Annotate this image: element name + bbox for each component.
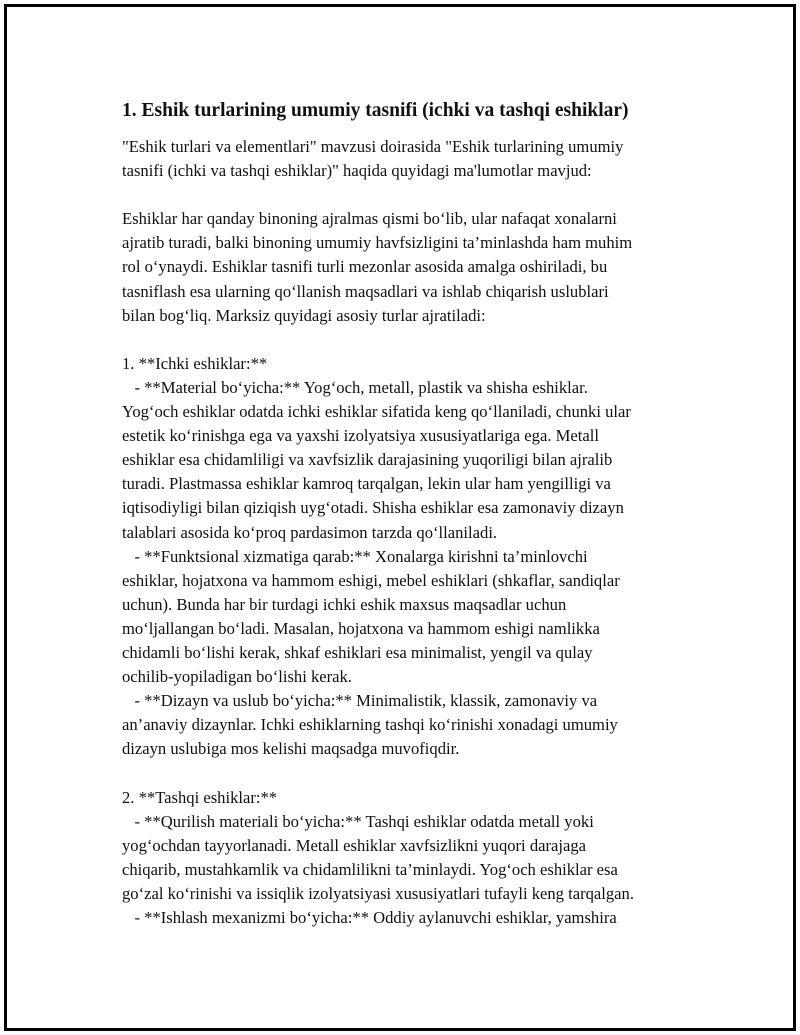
text-line: tasnifi (ichki va tashqi eshiklar)" haqida quyidagi ma'lumotlar mavjud: (122, 161, 592, 181)
text-line: yog‘ochdan tayyorlanadi. Metall eshiklar xavfsizlikni yuqori darajaga (122, 835, 587, 855)
text-line: chiqarib, mustahkamlik va chidamlilikni ta’minlaydi. Yog‘och eshiklar esa (122, 859, 618, 879)
document-title: 1. Eshik turlarining umumiy tasnifi (ichki va tashqi eshiklar) (122, 100, 629, 121)
text-line: 2. **Tashqi eshiklar:** (122, 787, 278, 807)
text-line: - **Qurilish materiali bo‘yicha:** Tashqi eshiklar odatda metall yoki (122, 811, 594, 831)
text-line: rol o‘ynaydi. Eshiklar tasnifi turli mezonlar asosida amalga oshiriladi, bu (122, 257, 608, 277)
blank-line (122, 183, 692, 207)
text-line: "Eshik turlari va elementlari" mavzusi doirasida "Eshik turlarining umumiy (122, 137, 624, 156)
text-line: Eshiklar har qanday binoning ajralmas qismi bo‘lib, ular nafaqat xonalarni (122, 209, 617, 229)
text-line: go‘zal ko‘rinishi va issiqlik izolyatsiyasi xususiyatlari tufayli keng tarqalgan. (122, 883, 634, 903)
text-line: turadi. Plastmassa eshiklar kamroq tarqalgan, lekin ular ham yengilligi va (122, 474, 611, 494)
text-line: - **Material bo‘yicha:** Yog‘och, metall, plastik va shisha eshiklar. (122, 377, 588, 397)
text-line: an’anaviy dizaynlar. Ichki eshiklarning tashqi ko‘rinishi xonadagi umumiy (122, 715, 618, 735)
text-line: eshiklar esa chidamliligi va xavfsizlik darajasining yuqoriligi bilan ajralib (122, 450, 613, 470)
blank-line (122, 761, 692, 785)
text-line: tasniflash esa ularning qo‘llanish maqsadlari va ishlab chiqarish uslublari (122, 281, 609, 301)
text-line: - **Funktsional xizmatiga qarab:** Xonalarga kirishni ta’minlovchi (122, 546, 588, 566)
text-line: chidamli bo‘lishi kerak, shkaf eshiklari esa minimalist, yengil va qulay (122, 642, 593, 662)
text-line: ajratib turadi, balki binoning umumiy havfsizligini ta’minlashda ham muhim (122, 233, 633, 253)
text-line: Yog‘och eshiklar odatda ichki eshiklar sifatida keng qo‘llaniladi, chunki ular (122, 402, 631, 422)
text-line: - **Dizayn va uslub bo‘yicha:** Minimalistik, klassik, zamonaviy va (122, 691, 598, 711)
text-line: mo‘ljallangan bo‘ladi. Masalan, hojatxona va hammom eshigi namlikka (122, 618, 600, 638)
text-line: dizayn uslubiga mos kelishi maqsadga muvofiqdir. (122, 739, 460, 759)
text-line: - **Ishlash mexanizmi bo‘yicha:** Oddiy aylanuvchi eshiklar, yamshira (122, 908, 617, 927)
text-line: uchun). Bunda har bir turdagi ichki eshik maxsus maqsadlar uchun (122, 594, 567, 614)
text-line: iqtisodiyligi bilan qiziqish uyg‘otadi. Shisha eshiklar esa zamonaviy dizayn (122, 498, 624, 518)
document-page (4, 4, 796, 1031)
text-line: talablari asosida ko‘proq pardasimon tarzda qo‘llaniladi. (122, 522, 498, 542)
paragraph-lines (122, 135, 692, 930)
document-body (122, 98, 692, 930)
text-line: estetik ko‘rinishga ega va yaxshi izolyatsiya xususiyatlariga ega. Metall (122, 426, 599, 446)
text-line: bilan bog‘liq. Marksiz quyidagi asosiy turlar ajratiladi: (122, 305, 486, 325)
text-line: ochilib-yopiladigan bo‘lishi kerak. (122, 667, 352, 687)
text-line: eshiklar, hojatxona va hammom eshigi, mebel eshiklari (shkaflar, sandiqlar (122, 570, 620, 590)
blank-line (122, 328, 692, 352)
text-line: 1. **Ichki eshiklar:** (122, 353, 268, 373)
